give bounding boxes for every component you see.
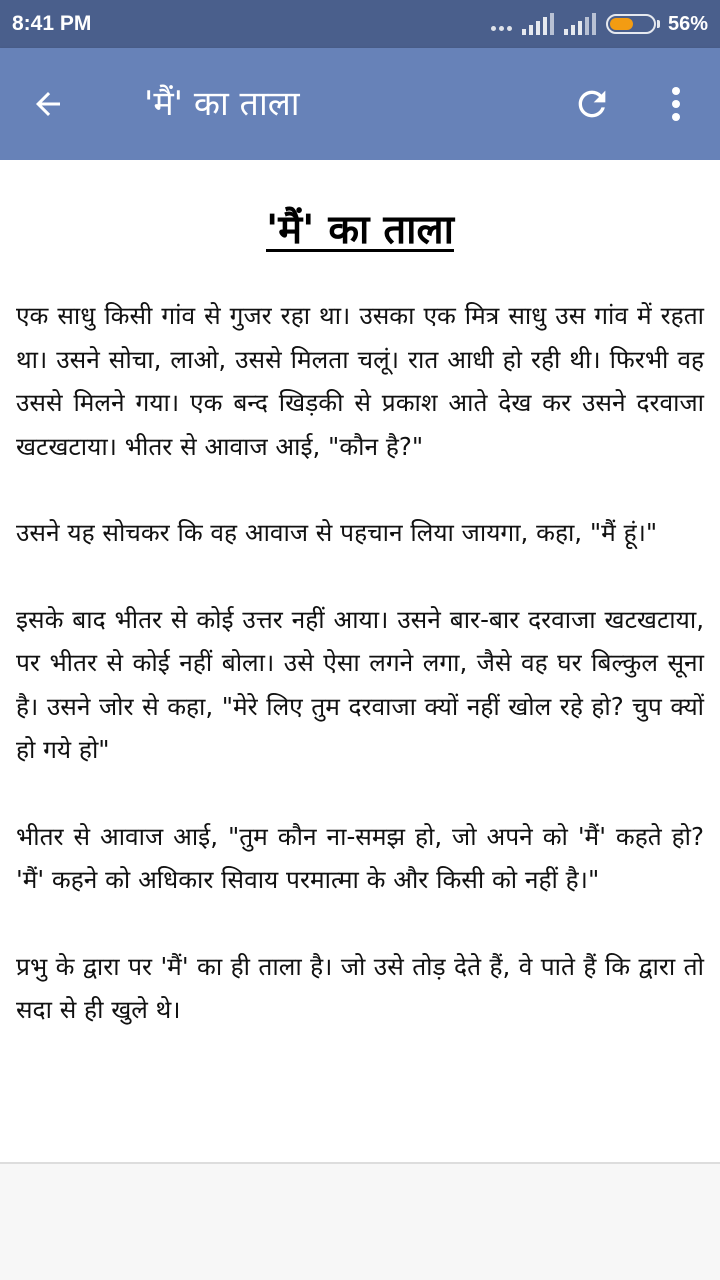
paragraph: एक साधु किसी गांव से गुजर रहा था। उसका एक मित्र साधु उस गांव में रहता था। उसने सोचा, लाओ, उससे मिलता चलूं। रात आधी हो रही थी। फिरभी वह उससे मिलने गया। एक बन्द खिड़की से प्रकाश आते देख कर उसने दरवाजा खटखटाया। भीतर से आवाज आई, "कौन है?" (16, 301, 704, 461)
battery-icon (606, 14, 656, 34)
paragraph: भीतर से आवाज आई, "तुम कौन ना-समझ हो, जो अपने को 'मैं' कहते हो? 'मैं' कहने को अधिकार सिवाय परमात्मा के और किसी को नहीं है।" (16, 821, 704, 894)
more-vertical-icon (670, 86, 682, 122)
article-title (0, 202, 720, 258)
more-dots-icon (488, 18, 512, 31)
signal-icon (564, 13, 596, 35)
status-icons (488, 10, 708, 38)
battery-percent: 56% (667, 12, 708, 35)
bottom-area (0, 1162, 720, 1280)
status-time: 8:41 PM (12, 12, 92, 35)
back-button[interactable] (20, 76, 76, 132)
paragraph: प्रभु के द्वारा पर 'मैं' का ही ताला है। जो उसे तोड़ देते हैं, वे पाते हैं कि द्वारा तो सदा से ही खुले थे। (16, 951, 704, 1024)
overflow-menu-button[interactable] (648, 76, 704, 132)
article-content[interactable] (0, 160, 720, 1162)
paragraph: उसने यह सोचकर कि वह आवाज से पहचान लिया जायगा, कहा, "मैं हूं।" (16, 518, 658, 547)
refresh-button[interactable] (564, 76, 620, 132)
article-body (16, 294, 704, 1032)
article-title-text: 'मैं' का ताला (266, 207, 454, 253)
battery-level (610, 18, 634, 30)
signal-icon (522, 13, 554, 35)
status-bar (0, 0, 720, 48)
battery-tip (657, 20, 660, 28)
arrow-left-icon (30, 86, 66, 122)
refresh-icon (572, 84, 612, 124)
paragraph: इसके बाद भीतर से कोई उत्तर नहीं आया। उसने बार-बार दरवाजा खटखटाया, पर भीतर से कोई नहीं बोला। उसे ऐसा लगने लगा, जैसे वह घर बिल्कुल सूना है। उसने जोर से कहा, "मेरे लिए तुम दरवाजा क्यों नहीं खोल रहे हो? चुप क्यों हो गये हो" (16, 604, 704, 764)
app-bar (0, 48, 720, 160)
app-bar-title: 'मैं' का ताला (144, 84, 300, 124)
